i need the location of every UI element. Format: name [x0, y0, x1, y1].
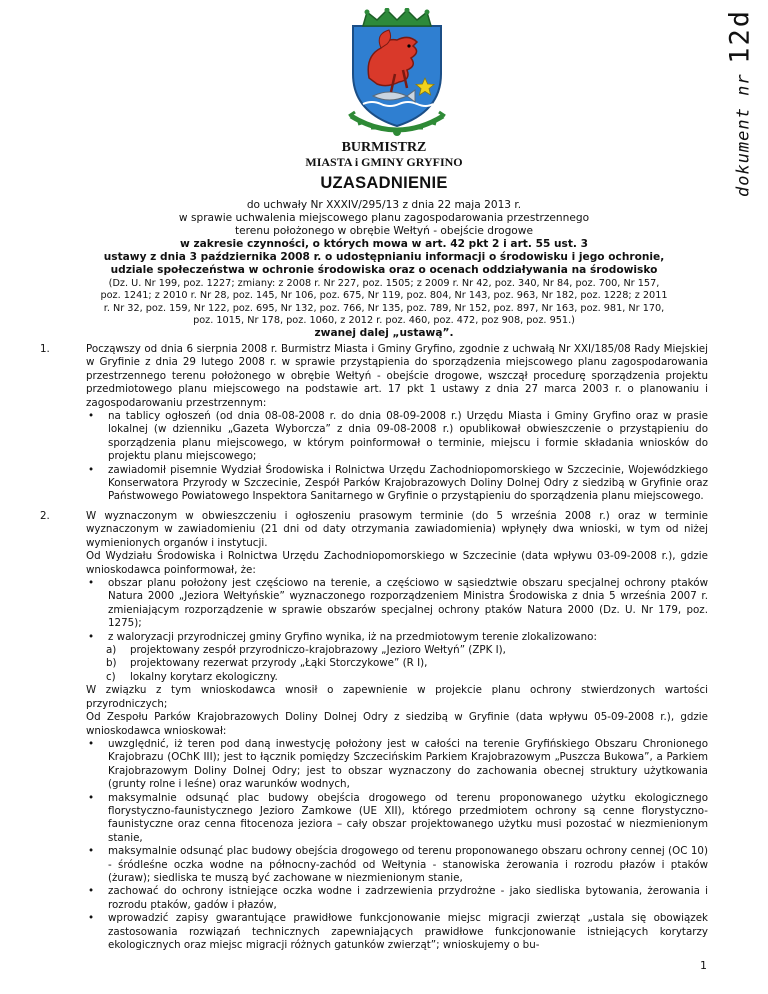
bullet-item: • wprowadzić zapisy gwarantujące prawidłowe funkcjonowanie miejsc migracji zwierząt „ustala się obowiązek zastosowania rozwiązań technicznych zapewniających prawidłowe funkcjonowanie istniejących korytarzy ekologicznych oraz miejsc migracji różnych gatunków zwierząt”; wnioskujemy o bu- — [88, 912, 708, 951]
bullet-item: • na tablicy ogłoszeń (od dnia 08-08-2008 r. do dnia 08-09-2008 r.) Urzędu Miasta i Gminy Gryfino oraz w prasie lokalnej (w dzienniku „Gazeta Wyborcza” z dnia 09-08-2008 r.) opublikował obwieszczenie o przystąpieniu do sporządzenia planu miejscowego, w którym poinformował o terminie, miejscu i formie składania wniosków do projektu planu miejscowego; — [88, 410, 708, 463]
section-2 — [40, 510, 708, 952]
resolution-line: do uchwały Nr XXXIV/295/13 z dnia 22 maja 2013 r. — [246, 199, 522, 211]
bullet-icon: • — [88, 912, 95, 925]
lettered-item: a) projektowany zespół przyrodniczo-krajobrazowy „Jezioro Wełtyń” (ZPK I), — [106, 644, 506, 657]
bullet-icon: • — [88, 630, 95, 643]
legal-references: (Dz. U. Nr 199, poz. 1227; zmiany: z 2008 r. Nr 227, poz. 1505; z 2009 r. Nr 42, poz. 340, Nr 84, poz. 700, Nr 157, poz. 1241; z 2010 r. Nr 28, poz. 145, Nr 106, poz. 675, Nr 119, poz. 804, Nr 143, poz. 963, Nr 182, poz. 1228; z 2011 r. Nr 32, poz. 159, Nr 122, poz. 695, Nr 132, poz. 766, Nr 135, poz. 789, Nr 152, poz. 897, Nr 163, poz. 981, Nr 170, poz. 1015, Nr 178, poz. 1060, z 2012 r. poz. 460, poz. 472, poz 908, poz. 951.) — [100, 278, 668, 326]
section-number: 1. — [40, 343, 50, 355]
section-1 — [40, 343, 708, 504]
bullet-item: • maksymalnie odsunąć plac budowy obejścia drogowego od terenu proponowanego użytku ekologicznego florystyczno-faunistycznego Jezioro Zamkowe (UE XII), którego przedmiotem ochrony są cenne florystyczno-faunistyczne oraz cenna fitocenoza jeziora – cały obszar projektowanego użytku musi pozostać w niezmienionym stanie, — [88, 791, 708, 844]
bullet-item: • zawiadomił pisemnie Wydział Środowiska i Rolnictwa Urzędu Zachodniopomorskiego w Szczecinie, Wojewódzkiego Konserwatora Przyrody w Szczecinie, Zespół Parków Krajobrazowych Doliny Dolnej Odry z siedzibą w Gryfinie oraz Państwowego Powiatowego Inspektora Sanitarnego w Gryfinie o przystąpieniu do sporządzenia planu miejscowego. — [88, 463, 708, 503]
bullet-icon: • — [88, 410, 95, 423]
issuer-title: BURMISTRZ — [341, 140, 427, 155]
scope-line-3: udziale społeczeństwa w ochronie środowiska oraz o ocenach oddziaływania na środowisko — [110, 264, 658, 276]
bullet-item: • obszar planu położony jest częściowo na terenie, a częściowo w sąsiedztwie obszaru specjalnej ochrony ptaków Natura 2000 „Jeziora Wełtyńskie” wyznaczonego rozporządzeniem Ministra Środowiska z dnia 5 września 2007 r. zmieniającym rozporządzenie w sprawie obszarów specjalnej ochrony ptaków Natura 2000 (Dz. U. Nr 179, poz. 1275); — [88, 577, 708, 630]
bullet-item: • zachować do ochrony istniejące oczka wodne i zadrzewienia przydrożne - jako siedliska bytowania, żerowania i rozrodu ptaków, gadów i płazów, — [88, 885, 708, 911]
subject-line-1: w sprawie uchwalenia miejscowego planu zagospodarowania przestrzennego — [178, 212, 590, 224]
section-paragraph: Począwszy od dnia 6 sierpnia 2008 r. Burmistrz Miasta i Gminy Gryfino, zgodnie z uchwałą Nr XXI/185/08 Rady Miejskiej w Gryfinie z dnia 29 lutego 2008 r. w sprawie przystąpienia do sporządzenia miejscowego planu zagospodarowania przestrzennego terenu położonego w obrębie Wełtyń - obejście drogowe, wszczął procedurę sporządzenia projektu przedmiotowego planu miejscowego na podstawie art. 17 pkt 1 ustawy z dnia 27 marca 2003 r. o planowaniu i zagospodarowaniu przestrzennym: — [86, 343, 708, 409]
document-prefix: dokument nr — [733, 73, 754, 198]
scope-line-2: ustawy z dnia 3 października 2008 r. o udostępnianiu informacji o środowisku i jego ochronie, — [103, 251, 665, 263]
section-paragraph: W wyznaczonym w obwieszczeniu i ogłoszeniu prasowym terminie (do 5 września 2008 r.) oraz w terminie wyznaczonym w zawiadomieniu (21 dni od daty otrzymania zawiadomienia) wpłynęły dwa wnioski, w tym od niżej wymienionych organów i instytucji. — [86, 510, 708, 549]
scope-line-1: w zakresie czynności, o których mowa w art. 42 pkt 2 i art. 55 ust. 3 — [179, 238, 589, 250]
document-title: UZASADNIENIE — [320, 174, 448, 192]
coat-of-arms-icon — [337, 8, 457, 138]
act-alias: zwanej dalej „ustawą”. — [314, 327, 454, 339]
section-paragraph: Od Wydziału Środowiska i Rolnictwa Urzędu Zachodniopomorskiego w Szczecinie (data wpływu 03-09-2008 r.), gdzie wnioskodawca poinformował, że: — [86, 550, 708, 576]
bullet-item: • uwzględnić, iż teren pod daną inwestycję położony jest w całości na terenie Gryfińskiego Obszaru Chronionego Krajobrazu (OChK III); jest to łącznik pomiędzy Szczecińskim Parkiem Krajobrazowym „Puszcza Bukowa”, a Parkiem Krajobrazowym Doliny Dolnej Odry; jest to obszar wyznaczony do zachowania obecnej struktury użytkowania (grunty rolne i leśne) oraz warunków wodnych, — [88, 737, 708, 791]
bullet-icon: • — [88, 791, 95, 804]
section-paragraph: Od Zespołu Parków Krajobrazowych Doliny Dolnej Odry z siedzibą w Gryfinie (data wpływu 05-09-2008 r.), gdzie wnioskodawca wnioskował: — [86, 711, 708, 737]
section-paragraph: W związku z tym wnioskodawca wnosił o zapewnienie w projekcie planu ochrony stwierdzonych wartości przyrodniczych; — [86, 684, 708, 710]
page-number: 1 — [700, 959, 707, 972]
lettered-item: c) lokalny korytarz ekologiczny. — [106, 670, 278, 683]
bullet-icon: • — [88, 885, 95, 898]
bullet-icon: • — [88, 845, 95, 858]
bullet-item: • z waloryzacji przyrodniczej gminy Gryfino wynika, iż na przedmiotowym terenie zlokalizowano: — [88, 630, 597, 643]
bullet-icon: • — [88, 577, 95, 590]
bullet-item: • maksymalnie odsunąć plac budowy obejścia drogowego od terenu proponowanego obszaru ochrony cennej (OC 10) - śródleśne oczka wodne na północny-zachód od Wełtynia - stanowiska żerowania i rozrodu płazów i ptaków (żuraw); siedliska te muszą być zachowane w niezmienionym stanie, — [88, 845, 708, 884]
document-number: 12d — [724, 8, 756, 64]
bullet-icon: • — [88, 463, 95, 476]
lettered-item: b) projektowany rezerwat przyrody „Łąki Storczykowe” (R I), — [106, 657, 428, 670]
issuer-subtitle: MIASTA i GMINY GRYFINO — [305, 155, 463, 169]
section-number: 2. — [40, 510, 50, 522]
bullet-icon: • — [88, 737, 95, 750]
subject-line-2: terenu położonego w obrębie Wełtyń - obejście drogowe — [235, 225, 533, 237]
